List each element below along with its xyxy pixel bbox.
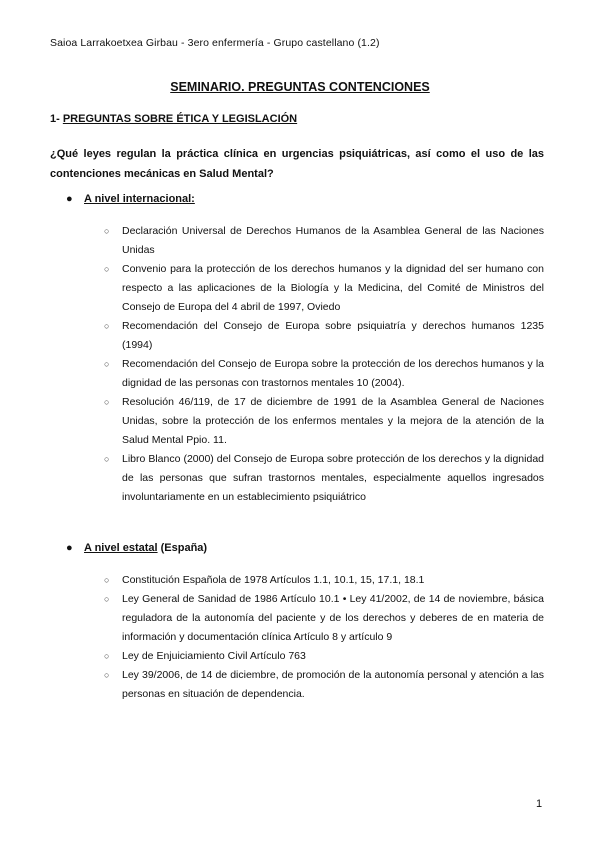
bullet-dot: ●: [66, 193, 73, 205]
section-number: 1-: [50, 113, 60, 125]
list-item: ○ Recomendación del Consejo de Europa sobre la protección de los derechos humanos y la dignidad de las personas con trastornos mentales 10 (2004).: [104, 358, 544, 389]
national-heading-label: A nivel estatal: [84, 542, 158, 554]
page-number: 1: [536, 798, 543, 810]
international-list: [104, 222, 544, 507]
bullet-dot: ●: [66, 542, 73, 554]
section-heading: [50, 113, 297, 125]
international-heading: [66, 193, 195, 205]
section-label: PREGUNTAS SOBRE ÉTICA Y LEGISLACIÓN: [62, 113, 298, 125]
list-item: ○ Libro Blanco (2000) del Consejo de Europa sobre protección de los derechos y la dignidad de las personas que sufran trastornos mentales, especialmente aquellos ingresados involuntariamente en un establecimiento psiquiátrico: [104, 453, 544, 503]
question-text: ¿Qué leyes regulan la práctica clínica en urgencias psiquiátricas, así como el uso de las contenciones mecánicas en Salud Mental?: [50, 148, 544, 180]
list-item: ○ Resolución 46/119, de 17 de diciembre de 1991 de la Asamblea General de Naciones Unidas, sobre la protección de los enfermos mentales y la mejora de la atención de la Salud Mental Ppio. 11.: [104, 396, 544, 446]
list-item: ○ Ley 39/2006, de 14 de diciembre, de promoción de la autonomía personal y atención a las personas en situación de dependencia.: [104, 669, 544, 700]
list-item: ○ Constitución Española de 1978 Artículos 1.1, 10.1, 15, 17.1, 18.1: [104, 574, 425, 586]
national-heading: [66, 542, 207, 554]
page-title: SEMINARIO. PREGUNTAS CONTENCIONES: [170, 80, 430, 94]
list-item: ○ Ley de Enjuiciamiento Civil Artículo 763: [104, 650, 306, 662]
list-item: ○ Convenio para la protección de los derechos humanos y la dignidad del ser humano con respecto a las aplicaciones de la Biología y la Medicina, del Comité de Ministros del Consejo de Europa del 4 abril de 1997, Oviedo: [104, 263, 544, 313]
international-heading-label: A nivel internacional:: [84, 193, 195, 205]
list-item: ○ Recomendación del Consejo de Europa sobre psiquiatría y derechos humanos 1235 (1994): [104, 320, 544, 351]
page-header: Saioa Larrakoetxea Girbau - 3ero enfermería - Grupo castellano (1.2): [50, 37, 380, 49]
national-list: [104, 571, 544, 704]
list-item: ○ Ley General de Sanidad de 1986 Artículo 10.1 • Ley 41/2002, de 14 de noviembre, básica reguladora de la autonomía del paciente y de los derechos y deberes de en materia de información y documentación clínica Artículo 8 y artículo 9: [104, 593, 544, 643]
national-heading-suffix: (España): [157, 542, 208, 554]
list-item: ○ Declaración Universal de Derechos Humanos de la Asamblea General de las Naciones Unidas: [104, 225, 544, 256]
